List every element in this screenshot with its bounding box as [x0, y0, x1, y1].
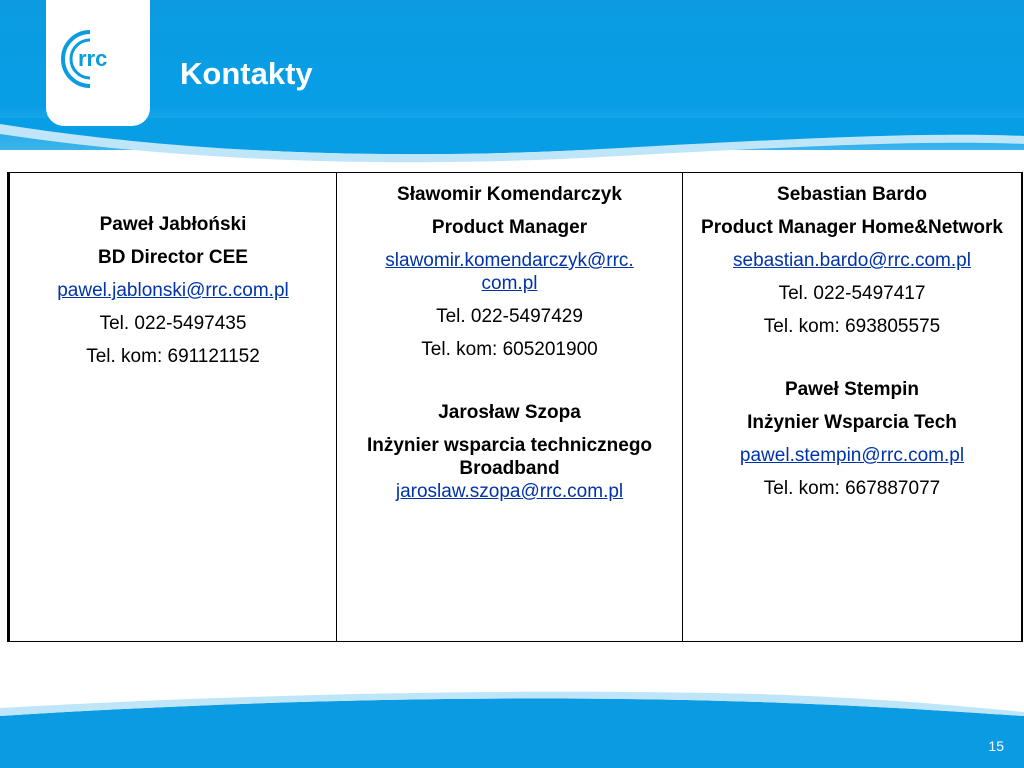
contact-email-link[interactable]: sebastian.bardo@rrc.com.pl [733, 250, 971, 271]
contact-mobile: Tel. kom: 691121152 [86, 346, 260, 367]
contact-email-link[interactable]: pawel.jablonski@rrc.com.pl [57, 280, 289, 301]
page-number: 15 [988, 738, 1004, 754]
contact-phone: Tel. 022-5497417 [778, 283, 926, 304]
header-swoosh [0, 118, 1024, 178]
contact-email-link[interactable] [343, 249, 676, 295]
email-part: com.pl [481, 273, 538, 294]
contact-name: Sławomir Komendarczyk [397, 184, 622, 205]
contact-name: Sebastian Bardo [777, 184, 927, 205]
footer-band [0, 716, 1024, 768]
rrc-logo [60, 28, 138, 90]
contact-role: Inżynier wsparcia technicznego Broadband [366, 435, 653, 479]
contact-name: Paweł Stempin [784, 379, 920, 400]
logo-area [46, 0, 150, 126]
contact-role: BD Director CEE [98, 247, 248, 268]
contact-mobile: Tel. kom: 667887077 [763, 478, 941, 499]
contact-name: Paweł Jabłoński [99, 214, 247, 235]
contact-column-3 [683, 173, 1023, 642]
contact-email-link[interactable]: jaroslaw.szopa@rrc.com.pl [395, 481, 624, 502]
email-part: slawomir.komendarczyk@rrc. [385, 250, 634, 271]
contact-column-1 [9, 173, 337, 642]
contact-mobile: Tel. kom: 693805575 [763, 316, 941, 337]
contact-role: Product Manager Home&Network [701, 217, 1003, 238]
contact-email-link[interactable]: pawel.stempin@rrc.com.pl [739, 445, 965, 466]
svg-text:rrc: rrc [78, 46, 108, 71]
contact-column-2 [337, 173, 683, 642]
contact-mobile: Tel. kom: 605201900 [421, 339, 598, 360]
contact-name: Jarosław Szopa [438, 402, 581, 423]
contact-role: Inżynier Wsparcia Tech [747, 412, 957, 433]
contact-role: Product Manager [431, 217, 588, 238]
contact-phone: Tel. 022-5497429 [436, 306, 583, 327]
slide-title: Kontakty [180, 56, 313, 91]
contacts-table [7, 172, 1023, 642]
contact-phone: Tel. 022-5497435 [99, 313, 247, 334]
